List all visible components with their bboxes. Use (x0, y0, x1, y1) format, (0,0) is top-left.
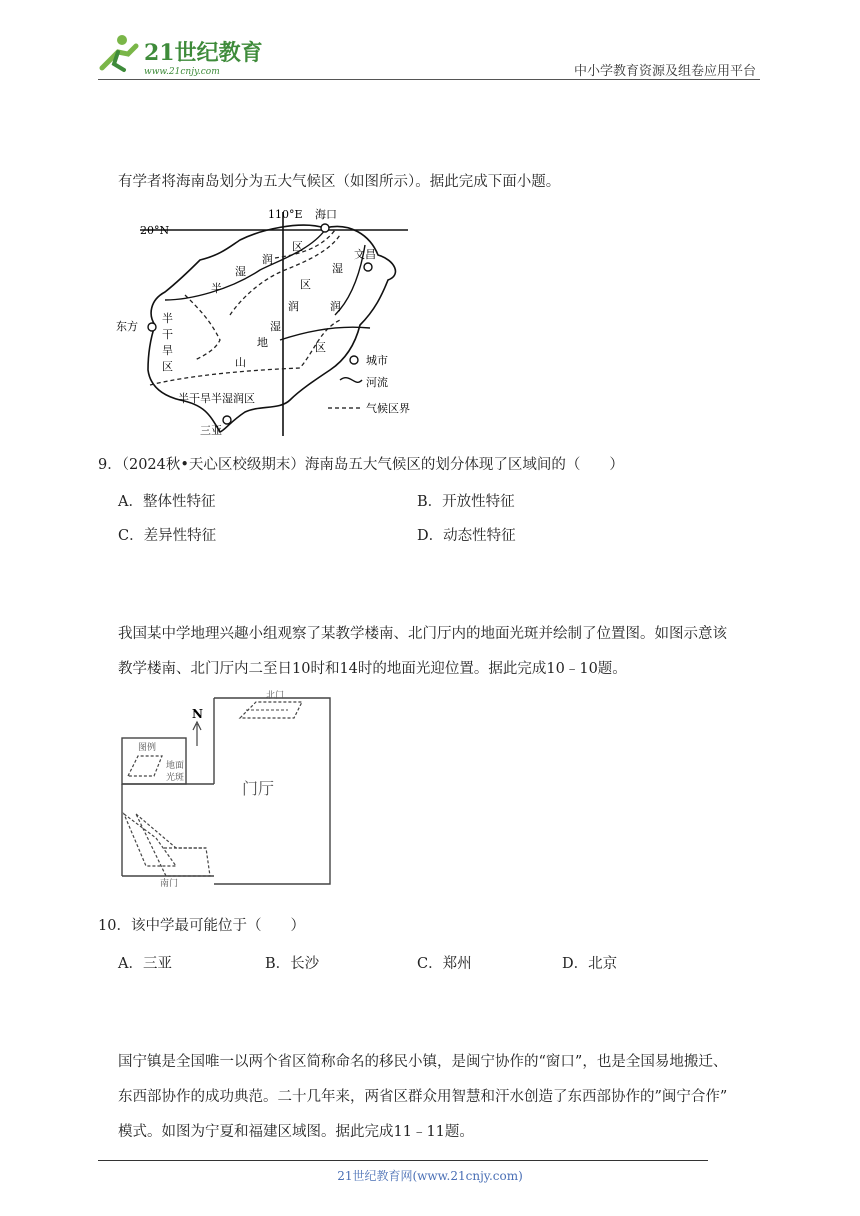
hainan-climate-map (110, 200, 430, 440)
header-slogan: 中小学教育资源及组卷应用平台 (573, 64, 756, 79)
q9-option-a[interactable]: A．整体性特征 (118, 494, 216, 510)
haikou-city-icon (321, 224, 329, 232)
legend-item-line2: 光斑 (166, 773, 185, 783)
intro-paragraph-3-line-2: 东西部协作的成功典范。二十几年来，两省区群众用智慧和汗水创造了东西部协作的”闽宁合作” (118, 1089, 728, 1105)
zone-label: 湿 (235, 265, 246, 278)
zone-label: 干 (162, 328, 173, 341)
zone-label: 区 (300, 278, 311, 291)
dongfang-label: 东方 (116, 320, 138, 333)
intro-paragraph-2-line-2: 教学楼南、北门厅内二至日10时和14时的地面光迎位置。据此完成10﹣10题。 (118, 661, 627, 677)
legend-city: 城市 (366, 354, 388, 367)
q9-option-d[interactable]: D．动态性特征 (417, 528, 516, 544)
question-10-stem: 10．该中学最可能位于（ ） (98, 918, 305, 934)
legend-city-icon (350, 356, 358, 364)
hall-floorplan (116, 688, 336, 888)
zone-label: 润 (288, 300, 299, 313)
sanya-city-icon (223, 416, 231, 424)
haikou-label: 海口 (315, 208, 337, 221)
site-logo (92, 30, 262, 78)
question-9-stem: 9．（2024秋•天心区校级期末）海南岛五大气候区的划分体现了区域间的（ ） (98, 457, 624, 473)
legend-spot-icon (128, 756, 162, 776)
intro-paragraph-1: 有学者将海南岛划分为五大气候区（如图所示）。据此完成下面小题。 (118, 174, 561, 190)
q9-option-c[interactable]: C．差异性特征 (118, 528, 217, 544)
intro-paragraph-3-line-1: 国宁镇是全国唯一以两个省区简称命名的移民小镇，是闽宁协作的“窗口”，也是全国易地搬迁、 (118, 1054, 728, 1070)
north-door-label: 北门 (266, 691, 285, 701)
logo-text: 21世纪教育 (144, 40, 262, 66)
hall-label: 门厅 (242, 779, 275, 798)
boundary-1 (185, 295, 220, 360)
zone-label: 半 (211, 282, 222, 295)
map-legend (328, 354, 410, 415)
wenchang-label: 文昌 (354, 248, 376, 261)
zone-label: 区 (292, 240, 303, 253)
legend-title: 图例 (138, 743, 157, 753)
wenchang-city-icon (364, 263, 372, 271)
legend-item-line1: 地面 (166, 761, 185, 771)
lon-label: 110°E (268, 208, 303, 221)
logo-url: www.21cnjy.com (144, 67, 220, 77)
zone-label: 半 (162, 312, 173, 325)
south-light-spots (124, 814, 210, 876)
zone-label: 旱 (162, 344, 173, 357)
zone-label: 区 (315, 341, 326, 354)
sanya-label: 三亚 (200, 424, 222, 437)
zone-label: 湿 (270, 320, 281, 333)
zone-label: 润 (262, 253, 273, 266)
intro-paragraph-2-line-1: 我国某中学地理兴趣小组观察了某教学楼南、北门厅内的地面光斑并绘制了位置图。如图示意该 (118, 626, 727, 642)
legend-river-icon (340, 378, 362, 383)
south-zone-label: 半干旱半湿润区 (178, 392, 255, 405)
q10-option-c[interactable]: C．郑州 (417, 956, 472, 972)
legend-boundary: 气候区界 (366, 402, 410, 415)
footer-link[interactable]: 21世纪教育网(www.21cnjy.com) (337, 1169, 523, 1183)
q10-option-b[interactable]: B．长沙 (265, 956, 320, 972)
q9-option-b[interactable]: B．开放性特征 (417, 494, 515, 510)
zone-label: 润 (330, 300, 341, 313)
dongfang-city-icon (148, 323, 156, 331)
lat-label: 20°N (140, 224, 170, 237)
zone-label: 湿 (332, 262, 343, 275)
zone-label: 地 (257, 336, 268, 349)
runner-icon (102, 35, 136, 70)
q10-option-d[interactable]: D．北京 (562, 956, 618, 972)
north-label: N (192, 707, 203, 721)
legend-river: 河流 (366, 376, 388, 389)
header-divider (98, 79, 760, 80)
intro-paragraph-3-line-3: 模式。如图为宁夏和福建区域图。据此完成11﹣11题。 (118, 1124, 474, 1140)
zone-label: 区 (162, 360, 173, 373)
footer-divider (98, 1160, 708, 1161)
q10-option-a[interactable]: A．三亚 (118, 956, 172, 972)
south-door-label: 南门 (160, 879, 179, 888)
zone-label: 山 (235, 356, 246, 369)
